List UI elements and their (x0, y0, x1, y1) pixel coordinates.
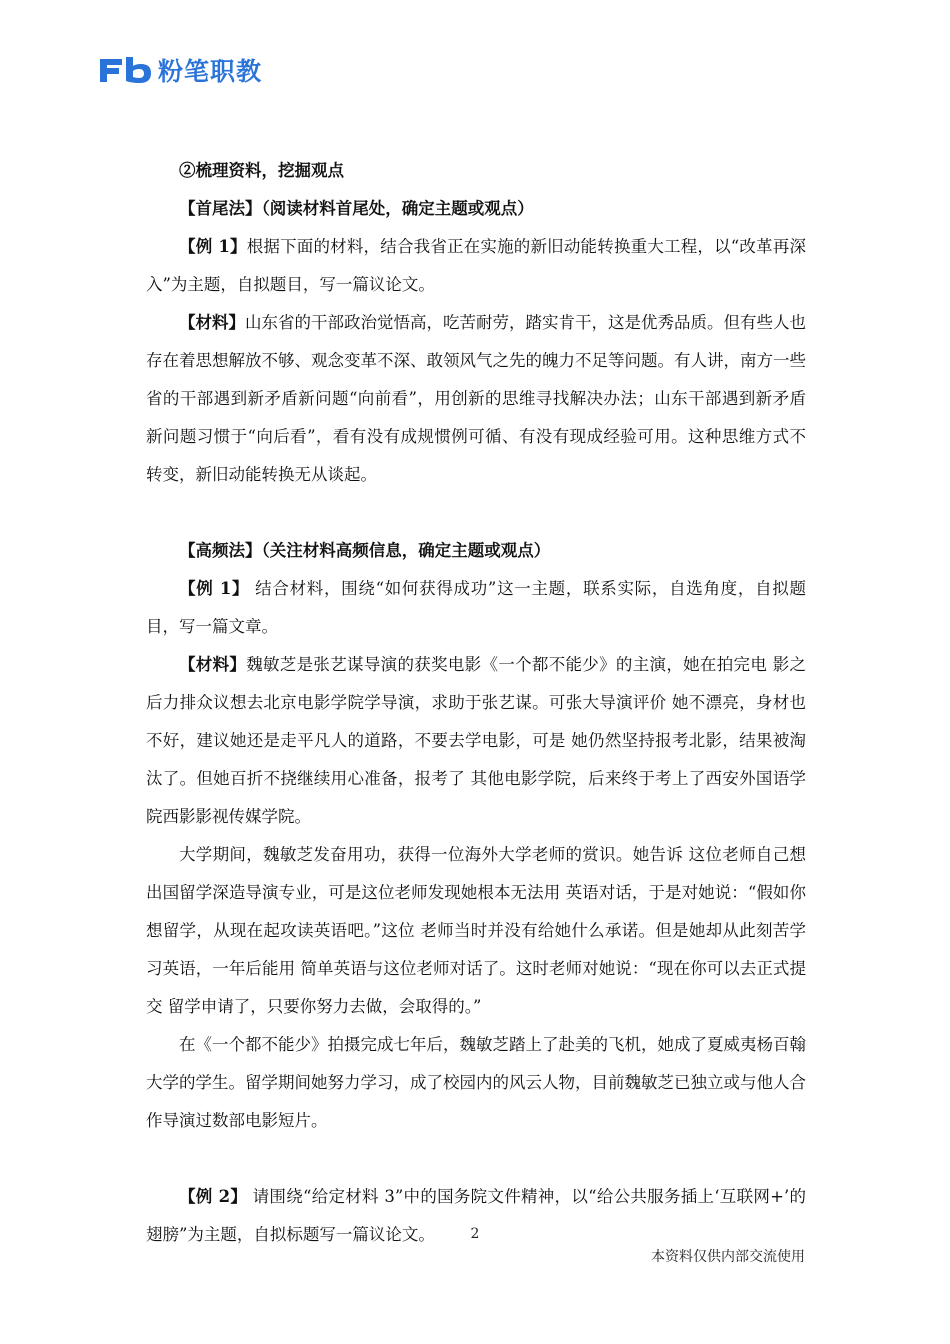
brand-logo (96, 52, 262, 88)
material-2-paragraph-3: 在《一个都不能少》拍摄完成七年后，魏敏芝踏上了赴美的飞机，她成了夏威夷杨百翰大学的学生。留学期间她努力学习，成了校园内的风云人物，目前魏敏芝已独立或与他人合作导演过数部电影短片。 (146, 1035, 806, 1130)
example-2-paragraph (146, 570, 806, 646)
section-heading: ②梳理资料，挖掘观点 (179, 161, 344, 180)
example-1-paragraph (146, 228, 806, 304)
page-number: 2 (470, 1226, 480, 1242)
example-text: 根据下面的材料，结合我省正在实施的新旧动能转换重大工程，以“改革再深入”为主题，自拟题目，写一篇议论文。 (146, 237, 807, 294)
footer-note: 本资料仅供内部交流使用 (651, 1249, 805, 1265)
example-label: 【例 2】 (179, 1187, 248, 1206)
spacer (146, 1140, 806, 1178)
method-heading-head-tail: 【首尾法】（阅读材料首尾处，确定主题或观点） (179, 199, 534, 218)
example-text: 结合材料，围绕“如何获得成功”这一主题，联系实际，自选角度，自拟题目，写一篇文章。 (146, 579, 806, 636)
material-2-paragraph (146, 646, 806, 836)
example-3-paragraph (146, 1178, 806, 1254)
spacer (146, 494, 806, 532)
material-text: 山东省的干部政治觉悟高，吃苦耐劳，踏实肯干，这是优秀品质。但有些人也存在着思想解放不够、观念变革不深、敢领风气之先的魄力不足等问题。有人讲，南方一些省的干部遇到新矛盾新问题“向前看”，用创新的思维寻找解决办法；山东干部遇到新矛盾新问题习惯于“向后看”，看有没有成规惯例可循、有没有现成经验可用。这种思维方式不转变，新旧动能转换无从谈起。 (146, 313, 806, 484)
example-text: 请围绕“给定材料 3”中的国务院文件精神，以“给公共服务插上‘互联网+’的翅膀”为主题，自拟标题写一篇议论文。 (146, 1187, 806, 1244)
example-label: 【例 1】 (179, 237, 247, 256)
brand-name: 粉笔职教 (158, 57, 263, 86)
material-label: 【材料】 (179, 655, 247, 674)
material-1-paragraph (146, 304, 806, 494)
method-heading-high-frequency: 【高频法】（关注材料高频信息，确定主题或观点） (179, 541, 551, 560)
material-label: 【材料】 (179, 313, 245, 332)
document-body (146, 152, 806, 1254)
material-text: 魏敏芝是张艺谋导演的获奖电影《一个都不能少》的主演，她在拍完电 影之后力排众议想去北京电影学院学导演，求助于张艺谋。可张大导演评价 她不漂亮，身材也不好，建议她还是走平凡人的道路，不要去学电影，可是 她仍然坚持报考北影，结果被淘汰了。但她百折不挠继续用心准备，报考了 其他电影学院，后来终于考上了西安外国语学院西影影视传媒学院。 (146, 655, 806, 826)
material-2-paragraph-2: 大学期间，魏敏芝发奋用功，获得一位海外大学老师的赏识。她告诉 这位老师自己想出国留学深造导演专业，可是这位老师发现她根本无法用 英语对话，于是对她说：“假如你想留学，从现在起攻读英语吧。”这位 老师当时并没有给她什么承诺。但是她却从此刻苦学习英语，一年后能用 简单英语与这位老师对话了。这时老师对她说：“现在你可以去正式提交 留学申请了，只要你努力去做，会取得的。” (146, 845, 806, 1016)
fb-logo-icon (96, 55, 154, 85)
example-label: 【例 1】 (179, 579, 250, 598)
